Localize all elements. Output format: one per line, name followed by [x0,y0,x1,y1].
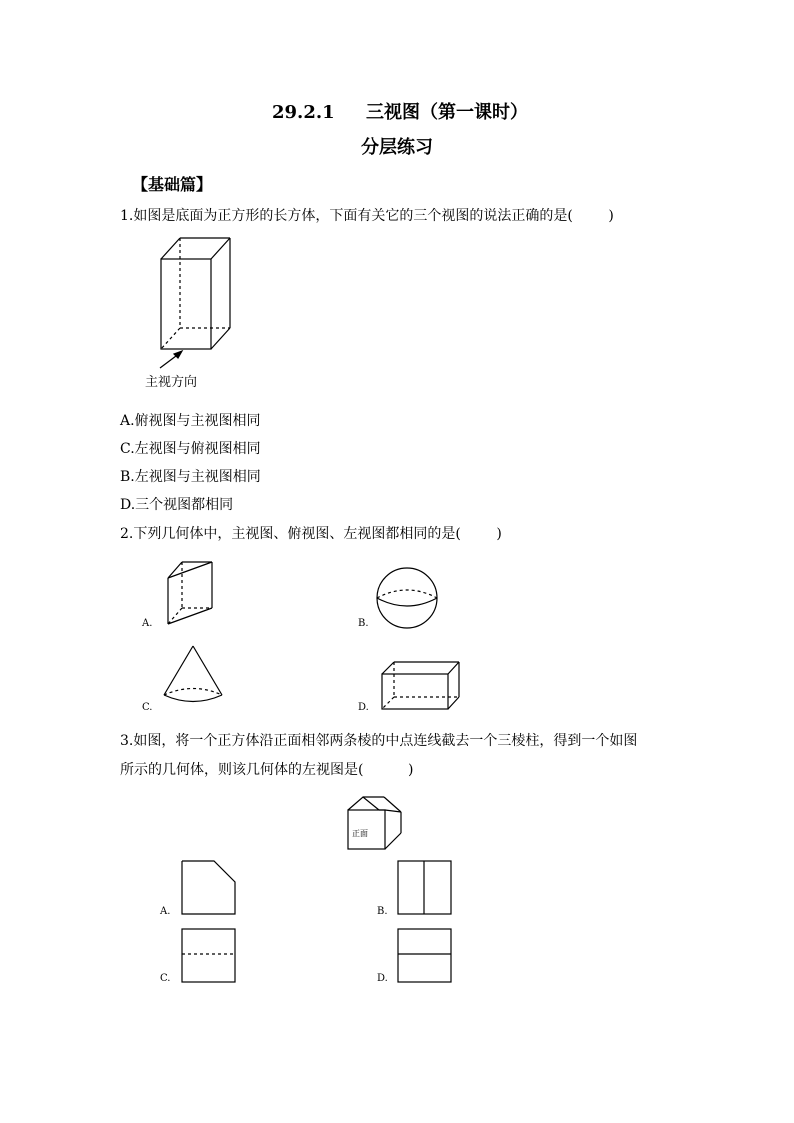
question-3-stem-line-2: 所示的几何体，则该几何体的左视图是( ) [120,762,414,778]
q2-label-a: A. [142,618,153,629]
page-title: 29.2.1 三视图（第一课时） [272,102,528,123]
q2-label-d: D. [358,702,369,713]
q3-option-a-view [181,860,237,916]
q2-option-a-triangular-prism [160,560,220,630]
q3-option-d-view [397,928,453,984]
q2-label-b: B. [358,618,369,629]
q1-option-c: C.左视图与俯视图相同 [120,441,261,457]
q2-option-b-sphere [376,568,438,630]
q1-option-a: A.俯视图与主视图相同 [120,413,261,429]
q3-label-b: B. [377,906,388,917]
q2-option-d-cuboid [380,660,462,712]
q3-label-a: A. [160,906,171,917]
q3-option-b-view [397,860,453,916]
q2-label-c: C. [142,702,153,713]
q3-label-c: C. [160,973,171,984]
page-subtitle: 分层练习 [361,137,433,158]
section-heading: 【基础篇】 [132,175,213,194]
q1-option-d: D.三个视图都相同 [120,497,234,513]
q1-figure-caption: 主视方向 [145,375,198,390]
q3-option-c-view [181,928,237,984]
q3-figure-label: 正面 [352,829,368,838]
question-1-stem: 1.如图是底面为正方形的长方体，下面有关它的三个视图的说法正确的是( ) [120,208,614,224]
q1-option-b: B.左视图与主视图相同 [120,469,261,485]
q2-option-c-cone [160,644,226,704]
q3-label-d: D. [377,973,388,984]
question-3-stem-line-1: 3.如图，将一个正方体沿正面相邻两条棱的中点连线截去一个三棱柱，得到一个如图 [120,733,638,749]
q3-cut-cube-figure [346,795,404,851]
question-2-stem: 2.下列几何体中，主视图、俯视图、左视图都相同的是( ) [120,526,502,542]
